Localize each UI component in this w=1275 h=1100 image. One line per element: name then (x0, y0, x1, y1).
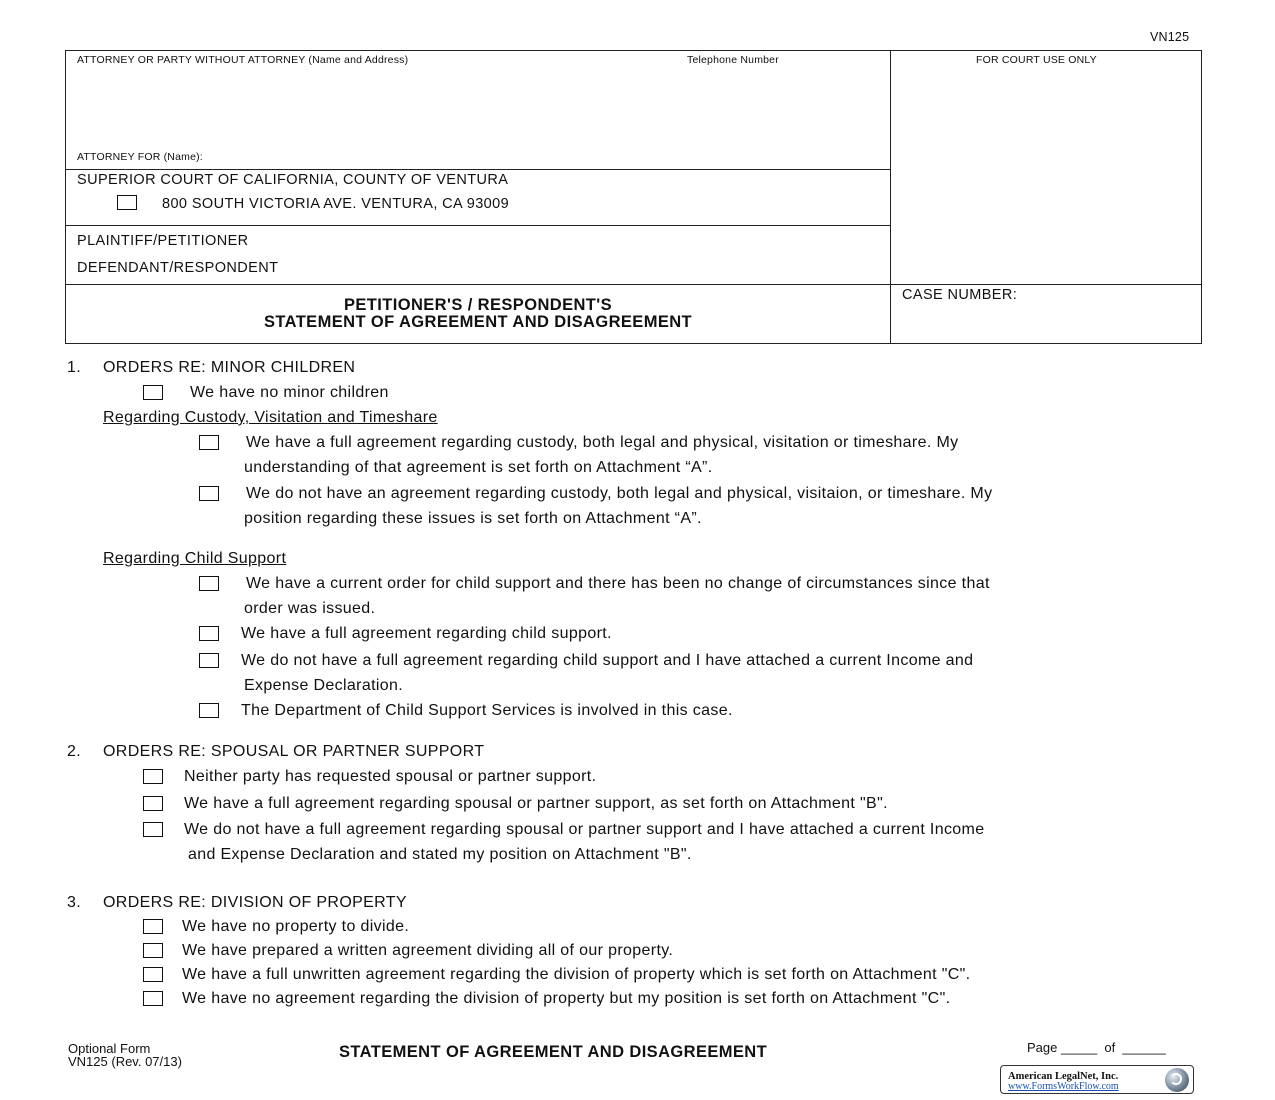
section1-number: 1. (67, 359, 82, 376)
property-none-checkbox[interactable] (143, 919, 163, 934)
support-current-order-text-cont: order was issued. (244, 600, 376, 617)
spousal-no-agreement-checkbox[interactable] (143, 822, 163, 837)
custody-full-agreement-text: We have a full agreement regarding custody, both legal and physical, visitation or timeshare. My (246, 434, 959, 451)
property-none-text: We have no property to divide. (182, 918, 410, 935)
custody-no-agreement-checkbox[interactable] (199, 486, 219, 501)
property-unwritten-agreement-text: We have a full unwritten agreement regarding the division of property which is set forth on Attachment "C". (182, 966, 971, 983)
custody-full-agreement-checkbox[interactable] (199, 435, 219, 450)
spousal-full-agreement-checkbox[interactable] (143, 796, 163, 811)
globe-icon (1165, 1068, 1189, 1092)
support-no-agreement-text: We do not have a full agreement regarding child support and I have attached a current Income and (241, 652, 974, 669)
support-current-order-text: We have a current order for child support and there has been no change of circumstances since that (246, 575, 990, 592)
optional-form-label: Optional Form (68, 1041, 151, 1056)
page-number: Page _____ of ______ (1027, 1040, 1166, 1055)
property-written-agreement-text: We have prepared a written agreement dividing all of our property. (182, 942, 674, 959)
revision-label: VN125 (Rev. 07/13) (68, 1054, 182, 1069)
spousal-no-agreement-text: We do not have a full agreement regarding spousal or partner support and I have attached a current Income (184, 821, 985, 838)
support-no-agreement-text-cont: Expense Declaration. (244, 677, 404, 694)
custody-no-agreement-text-cont: position regarding these issues is set forth on Attachment “A”. (244, 510, 702, 527)
support-full-agreement-text: We have a full agreement regarding child support. (241, 625, 612, 642)
form-title-line1: PETITIONER'S / RESPONDENT'S (343, 296, 613, 314)
american-legalnet-logo[interactable] (1000, 1065, 1194, 1094)
child-support-subheading: Regarding Child Support (103, 550, 287, 567)
plaintiff-label: PLAINTIFF/PETITIONER (77, 233, 249, 249)
court-address-checkbox[interactable] (117, 195, 137, 210)
spousal-no-agreement-text-cont: and Expense Declaration and stated my position on Attachment "B". (188, 846, 692, 863)
property-written-agreement-checkbox[interactable] (143, 943, 163, 958)
no-minor-children-checkbox[interactable] (143, 385, 163, 400)
section3-heading: ORDERS RE: DIVISION OF PROPERTY (103, 894, 407, 911)
section3-number: 3. (67, 894, 82, 911)
custody-full-agreement-text-cont: understanding of that agreement is set forth on Attachment “A”. (244, 459, 713, 476)
support-current-order-checkbox[interactable] (199, 576, 219, 591)
custody-no-agreement-text: We do not have an agreement regarding custody, both legal and physical, visitaion, or timeshare. My (246, 485, 993, 502)
logo-url[interactable]: www.FormsWorkFlow.com (1008, 1081, 1119, 1092)
property-no-agreement-checkbox[interactable] (143, 991, 163, 1006)
case-number-label: CASE NUMBER: (902, 287, 1018, 303)
court-address: 800 SOUTH VICTORIA AVE. VENTURA, CA 93009 (162, 196, 510, 212)
attorney-label: ATTORNEY OR PARTY WITHOUT ATTORNEY (Name and Address) (77, 54, 409, 66)
support-dcss-checkbox[interactable] (199, 703, 219, 718)
no-minor-children-text: We have no minor children (190, 384, 389, 401)
court-name: SUPERIOR COURT OF CALIFORNIA, COUNTY OF VENTURA (77, 172, 509, 188)
spousal-not-requested-checkbox[interactable] (143, 769, 163, 784)
form-id: VN125 (1150, 30, 1190, 44)
section1-heading: ORDERS RE: MINOR CHILDREN (103, 359, 356, 376)
court-use-label: FOR COURT USE ONLY (976, 54, 1097, 66)
attorney-for-label: ATTORNEY FOR (Name): (77, 151, 203, 163)
spousal-not-requested-text: Neither party has requested spousal or partner support. (184, 768, 597, 785)
support-no-agreement-checkbox[interactable] (199, 653, 219, 668)
property-no-agreement-text: We have no agreement regarding the division of property but my position is set forth on Attachment "C". (182, 990, 951, 1007)
section2-heading: ORDERS RE: SPOUSAL OR PARTNER SUPPORT (103, 743, 485, 760)
property-unwritten-agreement-checkbox[interactable] (143, 967, 163, 982)
footer-title: STATEMENT OF AGREEMENT AND DISAGREEMENT (339, 1043, 768, 1061)
section2-number: 2. (67, 743, 82, 760)
defendant-label: DEFENDANT/RESPONDENT (77, 260, 279, 276)
custody-subheading: Regarding Custody, Visitation and Timeshare (103, 409, 438, 426)
logo-name: American LegalNet, Inc. (1008, 1071, 1119, 1082)
support-dcss-text: The Department of Child Support Services is involved in this case. (241, 702, 733, 719)
spousal-full-agreement-text: We have a full agreement regarding spousal or partner support, as set forth on Attachment "B". (184, 795, 888, 812)
form-title-line2: STATEMENT OF AGREEMENT AND DISAGREEMENT (263, 313, 693, 331)
support-full-agreement-checkbox[interactable] (199, 626, 219, 641)
telephone-label: Telephone Number (687, 54, 779, 66)
